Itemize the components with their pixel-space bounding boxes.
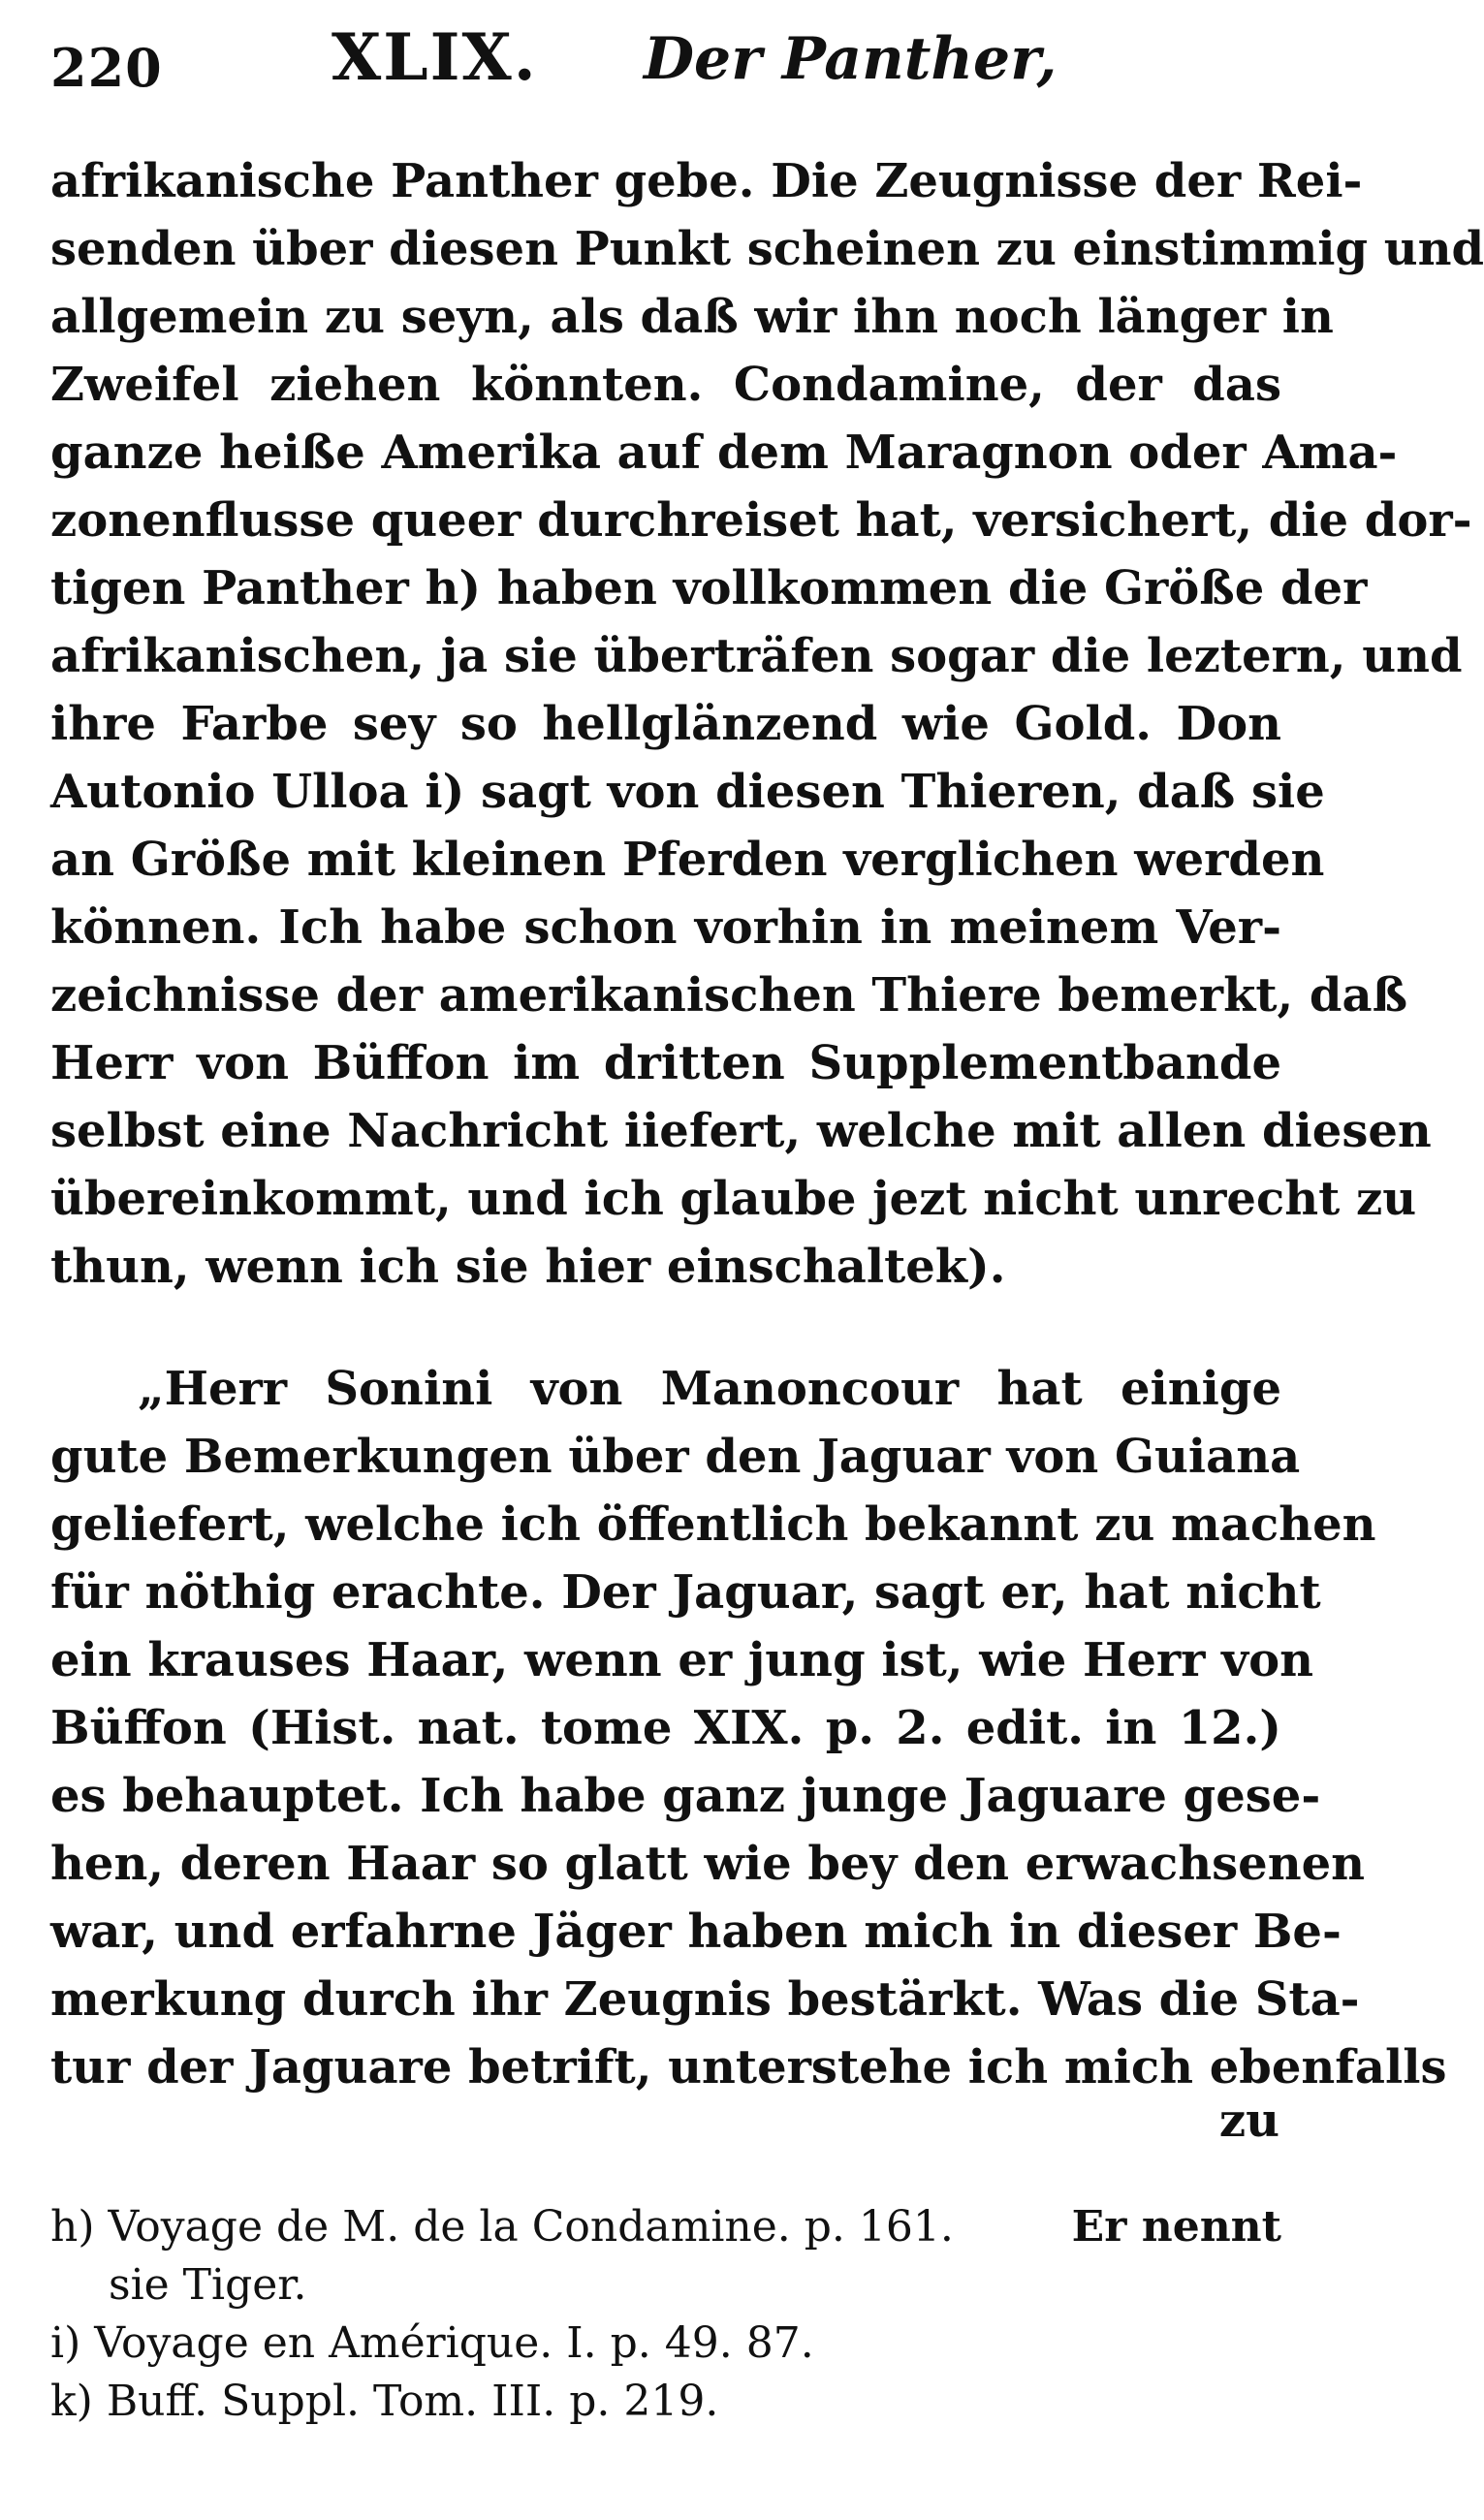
- text-line: war, und erfahrne Jäger haben mich in dieser Be-: [50, 1905, 1342, 1959]
- chapter-number: XLIX.: [332, 19, 538, 95]
- page-number: 220: [50, 37, 163, 99]
- text-line: afrikanische Panther gebe. Die Zeugnisse der Rei-: [50, 154, 1363, 208]
- text-line: tigen Panther h) haben vollkommen die Größe der: [50, 561, 1368, 615]
- text-line: Autonio Ulloa i) sagt von diesen Thieren, daß sie: [50, 765, 1325, 819]
- footnote-h-right: Er nennt: [1071, 2202, 1281, 2252]
- footnote-h-text: h) Voyage de M. de la Condamine. p. 161.: [50, 2202, 954, 2252]
- text-line: allgemein zu seyn, als daß wir ihn noch länger in: [50, 290, 1334, 344]
- running-title: Der Panther,: [644, 25, 1058, 93]
- text-line: für nöthig erachte. Der Jaguar, sagt er, hat nicht: [50, 1565, 1321, 1620]
- text-line: Herr von Büffon im dritten Supplementbande: [50, 1036, 1281, 1090]
- text-line: gute Bemerkungen über den Jaguar von Guiana: [50, 1430, 1301, 1484]
- paragraph-2: [50, 1355, 1447, 2101]
- text-line: geliefert, welche ich öffentlich bekannt zu machen: [50, 1497, 1376, 1552]
- text-line: thun, wenn ich sie hier einschaltek).: [50, 1240, 1006, 1294]
- footnote-h: [50, 2198, 1281, 2256]
- footnote-h-continuation: sie Tiger.: [109, 2260, 307, 2310]
- text-line: hen, deren Haar so glatt wie bey den erwachsenen: [50, 1837, 1366, 1891]
- footnote-k: k) Buff. Suppl. Tom. III. p. 219.: [50, 2377, 719, 2426]
- text-line: selbst eine Nachricht iiefert, welche mit allen diesen: [50, 1104, 1432, 1158]
- text-line: afrikanischen, ja sie überträfen sogar die leztern, und: [50, 629, 1463, 683]
- text-line: an Größe mit kleinen Pferden verglichen werden: [50, 833, 1325, 887]
- paragraph-1: [50, 147, 1484, 1301]
- text-line: senden über diesen Punkt scheinen zu einstimmig und: [50, 222, 1484, 276]
- page-header: [50, 19, 1281, 107]
- text-line: es behauptet. Ich habe ganz junge Jaguare gese-: [50, 1769, 1321, 1823]
- text-line: tur der Jaguare betrift, unterstehe ich mich ebenfalls: [50, 2040, 1447, 2095]
- text-line: übereinkommt, und ich glaube jezt nicht unrecht zu: [50, 1172, 1417, 1226]
- text-line: Zweifel ziehen könnten. Condamine, der das: [50, 358, 1281, 412]
- text-line: können. Ich habe schon vorhin in meinem Ver-: [50, 900, 1281, 955]
- footnote-i: i) Voyage en Amérique. I. p. 49. 87.: [50, 2318, 814, 2368]
- text-line: merkung durch ihr Zeugnis bestärkt. Was die Sta-: [50, 1972, 1360, 2027]
- catchword: zu: [1218, 2094, 1279, 2148]
- footnotes: [50, 2198, 1281, 2431]
- text-line: zeichnisse der amerikanischen Thiere bemerkt, daß: [50, 968, 1408, 1023]
- text-line: zonenflusse queer durchreiset hat, versichert, die dor-: [50, 493, 1472, 548]
- text-line: Büffon (Hist. nat. tome XIX. p. 2. edit. in 12.): [50, 1701, 1281, 1755]
- text-line: ihre Farbe sey so hellglänzend wie Gold. Don: [50, 697, 1281, 751]
- text-line: ein krauses Haar, wenn er jung ist, wie Herr von: [50, 1633, 1313, 1687]
- text-line: „Herr Sonini von Manoncour hat einige: [138, 1362, 1281, 1416]
- text-line: ganze heiße Amerika auf dem Maragnon oder Ama-: [50, 425, 1398, 480]
